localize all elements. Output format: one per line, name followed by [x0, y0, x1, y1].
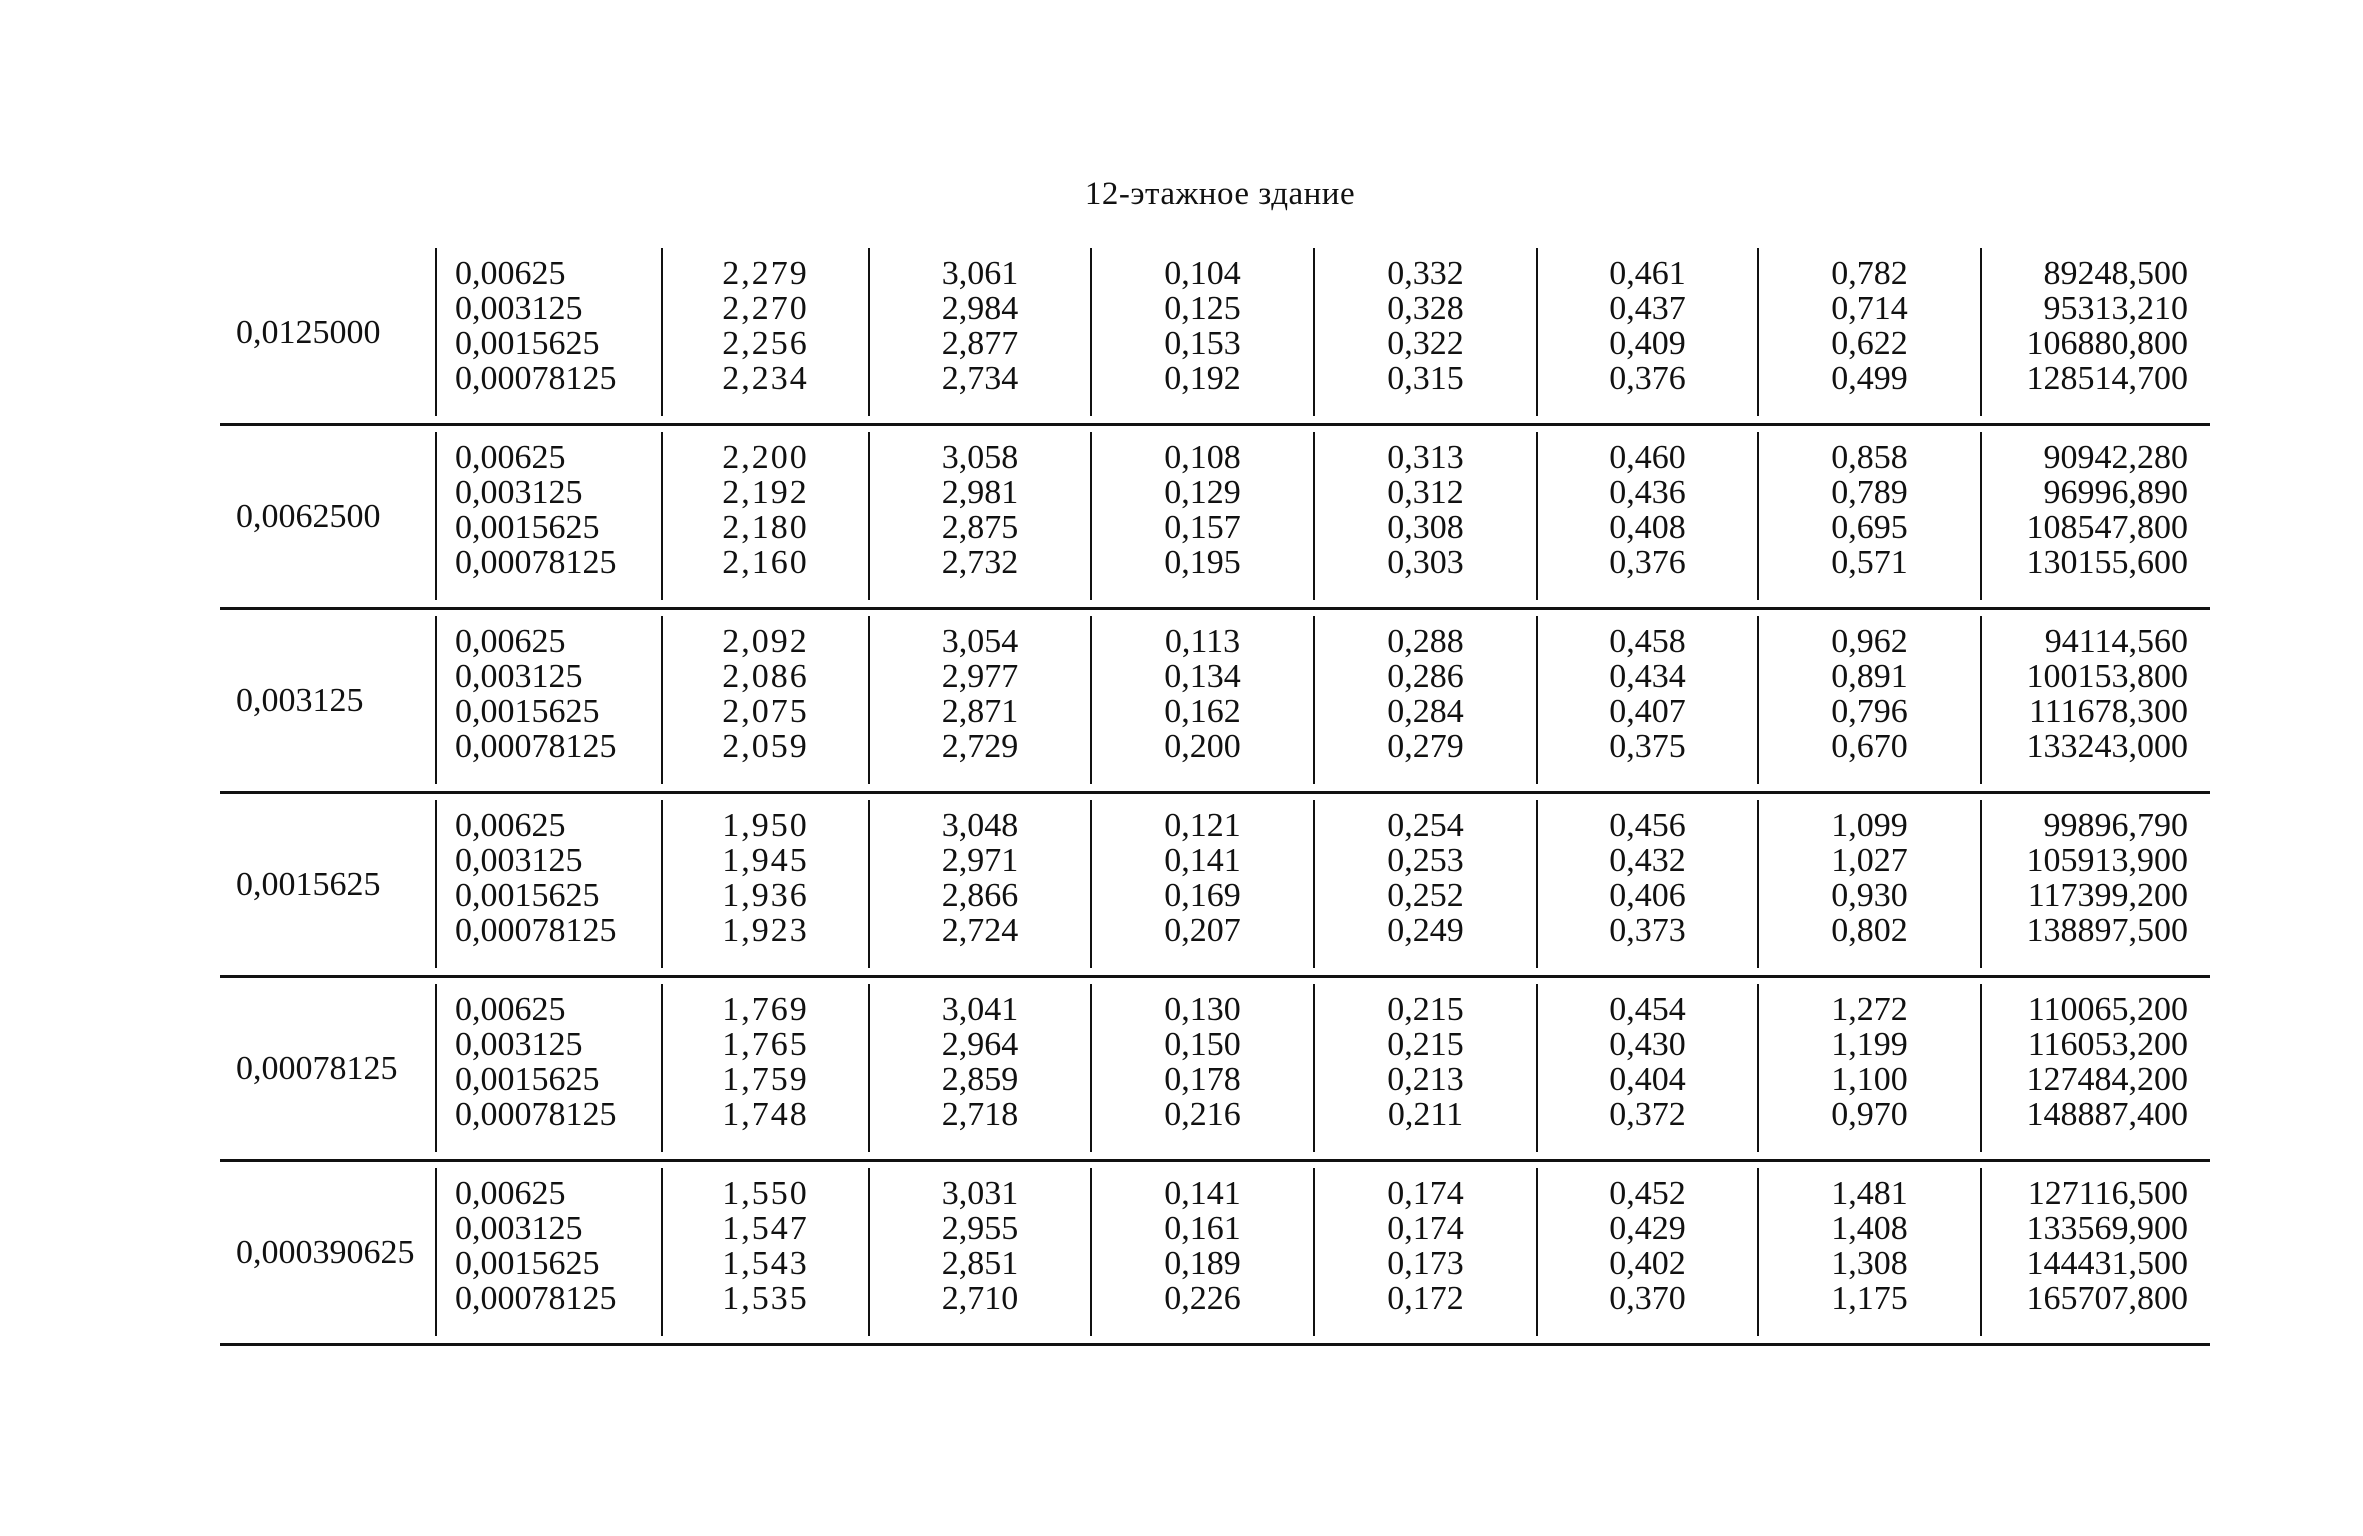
table-cell: 110065,200 — [2027, 991, 2188, 1028]
table-cell: 0,215 — [1387, 1026, 1464, 1063]
table-cell: 95313,210 — [2043, 290, 2188, 327]
table-column-5 — [1536, 616, 1757, 784]
table-cell: 165707,800 — [2026, 1280, 2188, 1317]
table-cell: 2,875 — [941, 509, 1019, 546]
table-cell: 0,430 — [1609, 1026, 1686, 1063]
table-cell: 0,0015625 — [455, 693, 600, 730]
table-cell: 0,150 — [1164, 1026, 1241, 1063]
table-cell: 0,429 — [1609, 1210, 1686, 1247]
table-cell: 0,254 — [1387, 807, 1464, 844]
page-title: 12-этажное здание — [1084, 176, 1356, 212]
table-cell: 0,003125 — [455, 1210, 583, 1247]
table-cell: 2,981 — [941, 474, 1019, 511]
table-column-7 — [1980, 984, 2210, 1152]
table-cell: 1,550 — [722, 1175, 809, 1212]
table-cell: 0,930 — [1831, 877, 1908, 914]
table-cell: 0,802 — [1831, 912, 1908, 949]
table-cell: 0,003125 — [455, 474, 583, 511]
table-cell: 0,216 — [1164, 1096, 1241, 1133]
table-cell: 0,370 — [1609, 1280, 1686, 1317]
table-cell: 0,456 — [1609, 807, 1686, 844]
table-cell: 0,141 — [1164, 1175, 1241, 1212]
table-cell: 1,543 — [722, 1245, 809, 1282]
table-cell: 2,729 — [941, 728, 1019, 765]
table-cell: 1,175 — [1831, 1280, 1908, 1317]
table-cell: 0,432 — [1609, 842, 1686, 879]
group-label: 0,003125 — [236, 681, 364, 719]
table-cell: 0,174 — [1387, 1175, 1464, 1212]
table-cell: 0,189 — [1164, 1245, 1241, 1282]
table-column-6 — [1757, 616, 1980, 784]
table-cell: 1,759 — [722, 1061, 809, 1098]
table-cell: 0,252 — [1387, 877, 1464, 914]
table-cell: 0,213 — [1387, 1061, 1464, 1098]
table-cell: 0,200 — [1164, 728, 1241, 765]
table-cell: 1,923 — [722, 912, 809, 949]
table-column-2 — [868, 248, 1090, 416]
table-cell: 0,404 — [1609, 1061, 1686, 1098]
table-cell: 0,104 — [1164, 255, 1241, 292]
table-cell: 1,100 — [1831, 1061, 1908, 1098]
table-cell: 0,437 — [1609, 290, 1686, 327]
table-cell: 0,454 — [1609, 991, 1686, 1028]
table-cell: 133243,000 — [2026, 728, 2188, 765]
table-cell: 0,622 — [1831, 325, 1908, 362]
table-cell: 1,765 — [722, 1026, 809, 1063]
table-group — [220, 610, 2210, 794]
table-cell: 0,452 — [1609, 1175, 1686, 1212]
table-cell: 0,0015625 — [455, 1061, 600, 1098]
table-cell: 1,408 — [1831, 1210, 1908, 1247]
table-cell: 127484,200 — [2026, 1061, 2188, 1098]
table-cell: 0,796 — [1831, 693, 1908, 730]
table-column-7 — [1980, 432, 2210, 600]
table-cell: 1,027 — [1831, 842, 1908, 879]
table-cell: 0,253 — [1387, 842, 1464, 879]
table-cell: 2,984 — [941, 290, 1019, 327]
table-cell: 2,955 — [941, 1210, 1019, 1247]
table-cell: 138897,500 — [2026, 912, 2188, 949]
table-column-5 — [1536, 800, 1757, 968]
table-cell: 0,129 — [1164, 474, 1241, 511]
table-column-0 — [435, 432, 661, 600]
table-cell: 0,00078125 — [455, 728, 617, 765]
table-cell: 2,724 — [941, 912, 1019, 949]
table-cell: 2,977 — [941, 658, 1019, 695]
table-cell: 0,372 — [1609, 1096, 1686, 1133]
table-cell: 1,099 — [1831, 807, 1908, 844]
table-cell: 0,215 — [1387, 991, 1464, 1028]
table-cell: 99896,790 — [2043, 807, 2188, 844]
table-cell: 105913,900 — [2026, 842, 2188, 879]
table-cell: 2,871 — [941, 693, 1019, 730]
table-cell: 0,789 — [1831, 474, 1908, 511]
table-column-6 — [1757, 984, 1980, 1152]
table-cell: 2,859 — [941, 1061, 1019, 1098]
table-column-5 — [1536, 984, 1757, 1152]
table-cell: 0,153 — [1164, 325, 1241, 362]
table-column-3 — [1090, 1168, 1313, 1336]
table-cell: 0,172 — [1387, 1280, 1464, 1317]
table-cell: 133569,900 — [2026, 1210, 2188, 1247]
table-column-1 — [661, 248, 868, 416]
table-cell: 1,272 — [1831, 991, 1908, 1028]
table-cell: 3,054 — [941, 623, 1019, 660]
table-cell: 0,207 — [1164, 912, 1241, 949]
table-cell: 0,714 — [1831, 290, 1908, 327]
table-cell: 1,481 — [1831, 1175, 1908, 1212]
data-table — [220, 242, 2210, 1346]
table-column-3 — [1090, 984, 1313, 1152]
table-cell: 3,041 — [941, 991, 1019, 1028]
table-cell: 0,402 — [1609, 1245, 1686, 1282]
table-cell: 0,376 — [1609, 544, 1686, 581]
table-cell: 2,851 — [941, 1245, 1019, 1282]
table-column-0 — [435, 800, 661, 968]
table-cell: 0,286 — [1387, 658, 1464, 695]
table-cell: 2,086 — [722, 658, 809, 695]
table-cell: 108547,800 — [2026, 509, 2188, 546]
table-cell: 0,0015625 — [455, 877, 600, 914]
table-cell: 2,964 — [941, 1026, 1019, 1063]
table-cell: 0,312 — [1387, 474, 1464, 511]
table-cell: 144431,500 — [2026, 1245, 2188, 1282]
table-cell: 1,535 — [722, 1280, 809, 1317]
table-cell: 2,877 — [941, 325, 1019, 362]
table-column-1 — [661, 432, 868, 600]
table-cell: 0,113 — [1164, 623, 1241, 660]
table-cell: 0,00078125 — [455, 360, 617, 397]
table-cell: 0,332 — [1387, 255, 1464, 292]
table-cell: 0,00625 — [455, 623, 566, 660]
table-cell: 0,460 — [1609, 439, 1686, 476]
table-group — [220, 426, 2210, 610]
table-column-2 — [868, 1168, 1090, 1336]
table-cell: 0,178 — [1164, 1061, 1241, 1098]
table-cell: 2,075 — [722, 693, 809, 730]
table-cell: 2,234 — [722, 360, 809, 397]
table-cell: 0,376 — [1609, 360, 1686, 397]
table-cell: 0,00625 — [455, 807, 566, 844]
table-cell: 3,061 — [941, 255, 1019, 292]
table-cell: 2,092 — [722, 623, 809, 660]
group-label: 0,0015625 — [236, 865, 381, 903]
table-cell: 117399,200 — [2027, 877, 2188, 914]
table-group — [220, 794, 2210, 978]
table-cell: 2,710 — [941, 1280, 1019, 1317]
table-cell: 2,059 — [722, 728, 809, 765]
table-cell: 0,249 — [1387, 912, 1464, 949]
table-column-3 — [1090, 616, 1313, 784]
table-column-7 — [1980, 1168, 2210, 1336]
table-cell: 0,288 — [1387, 623, 1464, 660]
table-cell: 90942,280 — [2043, 439, 2188, 476]
table-cell: 127116,500 — [2027, 1175, 2188, 1212]
table-cell: 1,547 — [722, 1210, 809, 1247]
table-cell: 0,211 — [1387, 1096, 1464, 1133]
table-cell: 0,970 — [1831, 1096, 1908, 1133]
table-cell: 0,130 — [1164, 991, 1241, 1028]
table-cell: 0,003125 — [455, 290, 583, 327]
table-cell: 1,748 — [722, 1096, 809, 1133]
table-column-6 — [1757, 248, 1980, 416]
table-column-5 — [1536, 248, 1757, 416]
table-cell: 0,303 — [1387, 544, 1464, 581]
table-cell: 0,315 — [1387, 360, 1464, 397]
table-cell: 0,407 — [1609, 693, 1686, 730]
table-column-4 — [1313, 616, 1536, 784]
table-cell: 1,769 — [722, 991, 809, 1028]
table-cell: 0,0015625 — [455, 509, 600, 546]
table-cell: 100153,800 — [2026, 658, 2188, 695]
table-cell: 2,200 — [722, 439, 809, 476]
table-cell: 1,936 — [722, 877, 809, 914]
table-cell: 0,436 — [1609, 474, 1686, 511]
table-cell: 0,00625 — [455, 991, 566, 1028]
table-cell: 0,108 — [1164, 439, 1241, 476]
table-cell: 0,00078125 — [455, 912, 617, 949]
group-label: 0,0125000 — [236, 313, 381, 351]
table-cell: 0,695 — [1831, 509, 1908, 546]
table-cell: 0,00625 — [455, 1175, 566, 1212]
table-cell: 2,256 — [722, 325, 809, 362]
table-cell: 0,375 — [1609, 728, 1686, 765]
table-cell: 0,003125 — [455, 658, 583, 695]
table-column-6 — [1757, 432, 1980, 600]
table-cell: 0,134 — [1164, 658, 1241, 695]
table-cell: 2,270 — [722, 290, 809, 327]
table-column-3 — [1090, 800, 1313, 968]
table-column-3 — [1090, 248, 1313, 416]
table-cell: 2,866 — [941, 877, 1019, 914]
table-column-4 — [1313, 248, 1536, 416]
table-cell: 1,308 — [1831, 1245, 1908, 1282]
table-cell: 0,192 — [1164, 360, 1241, 397]
table-cell: 0,157 — [1164, 509, 1241, 546]
table-cell: 2,971 — [941, 842, 1019, 879]
table-cell: 96996,890 — [2043, 474, 2188, 511]
table-cell: 2,718 — [941, 1096, 1019, 1133]
table-column-5 — [1536, 1168, 1757, 1336]
table-column-6 — [1757, 1168, 1980, 1336]
table-column-1 — [661, 800, 868, 968]
table-column-4 — [1313, 1168, 1536, 1336]
table-column-1 — [661, 1168, 868, 1336]
table-column-0 — [435, 1168, 661, 1336]
table-cell: 0,571 — [1831, 544, 1908, 581]
table-cell: 1,199 — [1831, 1026, 1908, 1063]
table-cell: 148887,400 — [2026, 1096, 2188, 1133]
table-cell: 0,891 — [1831, 658, 1908, 695]
table-cell: 106880,800 — [2026, 325, 2188, 362]
table-column-4 — [1313, 800, 1536, 968]
table-cell: 89248,500 — [2043, 255, 2188, 292]
table-cell: 0,434 — [1609, 658, 1686, 695]
table-column-2 — [868, 432, 1090, 600]
group-label: 0,0062500 — [236, 497, 381, 535]
table-cell: 0,461 — [1609, 255, 1686, 292]
table-group — [220, 978, 2210, 1162]
table-cell: 0,195 — [1164, 544, 1241, 581]
table-cell: 0,173 — [1387, 1245, 1464, 1282]
table-cell: 0,125 — [1164, 290, 1241, 327]
table-cell: 0,00078125 — [455, 1280, 617, 1317]
table-column-2 — [868, 616, 1090, 784]
table-cell: 0,408 — [1609, 509, 1686, 546]
table-column-0 — [435, 248, 661, 416]
table-cell: 0,373 — [1609, 912, 1686, 949]
table-cell: 0,284 — [1387, 693, 1464, 730]
table-cell: 0,162 — [1164, 693, 1241, 730]
table-cell: 0,003125 — [455, 842, 583, 879]
table-column-5 — [1536, 432, 1757, 600]
table-cell: 116053,200 — [2027, 1026, 2188, 1063]
group-label: 0,000390625 — [236, 1233, 415, 1271]
table-cell: 0,0015625 — [455, 325, 600, 362]
table-column-7 — [1980, 800, 2210, 968]
table-cell: 0,00625 — [455, 255, 566, 292]
table-cell: 1,950 — [722, 807, 809, 844]
table-cell: 0,670 — [1831, 728, 1908, 765]
table-cell: 0,121 — [1164, 807, 1241, 844]
table-column-1 — [661, 984, 868, 1152]
table-column-2 — [868, 800, 1090, 968]
table-column-4 — [1313, 432, 1536, 600]
table-cell: 2,732 — [941, 544, 1019, 581]
table-column-7 — [1980, 616, 2210, 784]
table-cell: 2,160 — [722, 544, 809, 581]
table-column-0 — [435, 616, 661, 784]
table-cell: 2,180 — [722, 509, 809, 546]
table-cell: 3,058 — [941, 439, 1019, 476]
table-cell: 0,161 — [1164, 1210, 1241, 1247]
table-cell: 0,313 — [1387, 439, 1464, 476]
table-cell: 1,945 — [722, 842, 809, 879]
table-group — [220, 1162, 2210, 1346]
table-cell: 0,328 — [1387, 290, 1464, 327]
table-cell: 0,0015625 — [455, 1245, 600, 1282]
table-cell: 0,00625 — [455, 439, 566, 476]
table-column-4 — [1313, 984, 1536, 1152]
table-column-1 — [661, 616, 868, 784]
table-column-2 — [868, 984, 1090, 1152]
table-cell: 0,782 — [1831, 255, 1908, 292]
group-label: 0,00078125 — [236, 1049, 398, 1087]
table-column-6 — [1757, 800, 1980, 968]
table-cell: 0,322 — [1387, 325, 1464, 362]
table-cell: 0,279 — [1387, 728, 1464, 765]
table-cell: 0,409 — [1609, 325, 1686, 362]
table-column-3 — [1090, 432, 1313, 600]
table-cell: 0,858 — [1831, 439, 1908, 476]
table-cell: 111678,300 — [2029, 693, 2188, 730]
table-cell: 0,458 — [1609, 623, 1686, 660]
table-cell: 0,174 — [1387, 1210, 1464, 1247]
table-column-7 — [1980, 248, 2210, 416]
table-cell: 0,003125 — [455, 1026, 583, 1063]
table-cell: 0,226 — [1164, 1280, 1241, 1317]
table-cell: 2,279 — [722, 255, 809, 292]
table-cell: 2,192 — [722, 474, 809, 511]
table-cell: 0,00078125 — [455, 1096, 617, 1133]
table-cell: 0,169 — [1164, 877, 1241, 914]
table-cell: 0,499 — [1831, 360, 1908, 397]
table-cell: 3,048 — [941, 807, 1019, 844]
table-group — [220, 242, 2210, 426]
table-cell: 94114,560 — [2044, 623, 2188, 660]
table-cell: 0,308 — [1387, 509, 1464, 546]
table-cell: 0,141 — [1164, 842, 1241, 879]
table-cell: 128514,700 — [2026, 360, 2188, 397]
table-cell: 0,962 — [1831, 623, 1908, 660]
table-cell: 0,406 — [1609, 877, 1686, 914]
table-cell: 0,00078125 — [455, 544, 617, 581]
table-cell: 130155,600 — [2026, 544, 2188, 581]
table-column-0 — [435, 984, 661, 1152]
table-cell: 3,031 — [941, 1175, 1019, 1212]
table-cell: 2,734 — [941, 360, 1019, 397]
